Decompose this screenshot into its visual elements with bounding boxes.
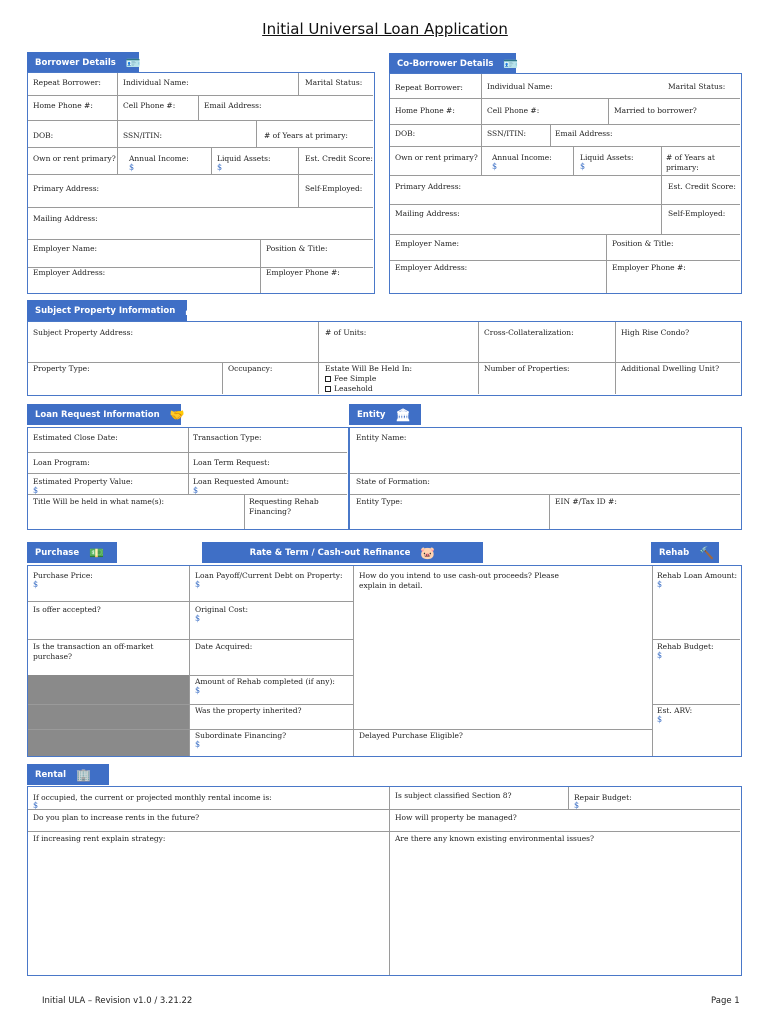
coborrower-cell-phone-label: Cell Phone #: bbox=[487, 106, 540, 115]
coborrower-email-label: Email Address: bbox=[555, 129, 613, 138]
page-title: Initial Universal Loan Application bbox=[262, 20, 508, 38]
entity-name-label: Entity Name: bbox=[356, 433, 407, 442]
piggy-bank-icon: 🐷 bbox=[420, 545, 436, 560]
borrower-name-label: Individual Name: bbox=[123, 78, 189, 87]
entity-type-label: Entity Type: bbox=[356, 497, 403, 506]
borrower-details-section: Repeat Borrower: Individual Name: Marital Status: Home Phone #: Cell Phone #: Email Address: DOB: SSN/ITIN: # of Years at primary: Own or rent primary? Annual Income: $ Liquid Assets: $ Est. Credit Score: Primary Address: Self-Employed: Mailing Address: Employer Name: Position & Title: Employer Address: Employer Phone #: bbox=[27, 72, 375, 294]
purchase-refi-rehab-section: Purchase Price: $ Is offer accepted? Is the transaction an off-market purchase? Loan Payoff/Current Debt on Property: $ Original Cost: $ Date Acquired: Amount of Rehab completed (if any): $ Was the property inherited? Subordinate Financing? $ How do you intend to use cash-out proceeds? Please explain in detail. Delayed Purchase Eligible? Rehab Loan Amount: $ Rehab Budget: $ Est. ARV: $ bbox=[27, 565, 742, 757]
coborrower-home-phone-label: Home Phone #: bbox=[395, 106, 455, 115]
borrower-income-label: Annual Income: bbox=[129, 154, 189, 163]
borrower-years-label: # of Years at primary: bbox=[264, 131, 348, 140]
subject-property-header: Subject Property Information ⌂ bbox=[27, 300, 187, 321]
property-managed-label: How will property be managed? bbox=[395, 813, 517, 822]
borrower-credit-label: Est. Credit Score: bbox=[305, 154, 373, 163]
close-date-label: Estimated Close Date: bbox=[33, 433, 118, 442]
property-estate-label: Estate Will Be Held In: bbox=[325, 364, 413, 373]
purchase-price-label: Purchase Price: bbox=[33, 571, 93, 580]
coborrower-details-header: Co-Borrower Details 🪪 bbox=[389, 53, 516, 74]
transaction-type-label: Transaction Type: bbox=[193, 433, 262, 442]
coborrower-repeat-label: Repeat Borrower: bbox=[395, 83, 463, 92]
borrower-cell-phone-label: Cell Phone #: bbox=[123, 101, 176, 110]
rental-income-label: If occupied, the current or projected monthly rental income is: bbox=[33, 793, 272, 802]
property-value-label: Estimated Property Value: bbox=[33, 477, 133, 486]
coborrower-marital-label: Marital Status: bbox=[668, 82, 726, 91]
coborrower-income-label: Annual Income: bbox=[492, 153, 552, 162]
borrower-self-employed-label: Self-Employed: bbox=[305, 184, 363, 193]
property-address-label: Subject Property Address: bbox=[33, 328, 134, 337]
original-cost-label: Original Cost: bbox=[195, 605, 249, 614]
bank-icon: 🏛 bbox=[395, 407, 411, 422]
rehab-financing-label: Requesting Rehab Financing? bbox=[249, 497, 319, 516]
coborrower-married-label: Married to borrower? bbox=[614, 106, 697, 115]
footer-page-number: Page 1 bbox=[711, 996, 740, 1006]
id-card-icon: 🪪 bbox=[503, 56, 519, 71]
inherited-label: Was the property inherited? bbox=[195, 706, 302, 715]
title-names-label: Title Will be held in what name(s): bbox=[33, 497, 165, 506]
rental-header: Rental 🏢 bbox=[27, 764, 109, 785]
coborrower-years-label: # of Years at primary: bbox=[666, 153, 715, 172]
est-arv-label: Est. ARV: bbox=[657, 706, 693, 715]
footer-revision: Initial ULA – Revision v1.0 / 3.21.22 bbox=[42, 996, 193, 1006]
increase-rents-label: Do you plan to increase rents in the future? bbox=[33, 813, 200, 822]
delayed-purchase-label: Delayed Purchase Eligible? bbox=[359, 731, 463, 740]
borrower-primary-address-label: Primary Address: bbox=[33, 184, 100, 193]
coborrower-position-label: Position & Title: bbox=[612, 239, 674, 248]
borrower-email-label: Email Address: bbox=[204, 101, 262, 110]
entity-header: Entity 🏛 bbox=[349, 404, 421, 425]
rehab-loan-amount-label: Rehab Loan Amount: bbox=[657, 571, 737, 580]
borrower-ssn-label: SSN/ITIN: bbox=[123, 131, 162, 140]
coborrower-name-label: Individual Name: bbox=[487, 82, 553, 91]
loan-payoff-label: Loan Payoff/Current Debt on Property: bbox=[195, 571, 343, 580]
rental-section: If occupied, the current or projected monthly rental income is: $ Is subject classified Section 8? Repair Budget: $ Do you plan to increase rents in the future? How will property be managed? If increasing rent explain strategy: Are there any known existing environmental issues? bbox=[27, 786, 742, 976]
coborrower-employer-name-label: Employer Name: bbox=[395, 239, 460, 248]
coborrower-self-employed-label: Self-Employed: bbox=[668, 209, 726, 218]
entity-state-label: State of Formation: bbox=[356, 477, 430, 486]
subject-property-section bbox=[27, 321, 742, 396]
cash-out-use-label: How do you intend to use cash-out proceeds? Please explain in detail. bbox=[359, 571, 559, 590]
leasehold-checkbox[interactable]: Leasehold bbox=[325, 384, 373, 394]
coborrower-employer-address-label: Employer Address: bbox=[395, 263, 468, 272]
offer-accepted-label: Is offer accepted? bbox=[33, 605, 101, 614]
coborrower-primary-address-label: Primary Address: bbox=[395, 182, 462, 191]
date-acquired-label: Date Acquired: bbox=[195, 642, 253, 651]
purchase-header: Purchase 💵 bbox=[27, 542, 117, 563]
id-card-icon: 🪪 bbox=[125, 55, 141, 70]
borrower-own-rent-label: Own or rent primary? bbox=[33, 154, 116, 163]
loan-program-label: Loan Program: bbox=[33, 458, 90, 467]
property-high-rise-label: High Rise Condo? bbox=[621, 328, 690, 337]
borrower-marital-label: Marital Status: bbox=[305, 78, 363, 87]
refinance-header: Rate & Term / Cash-out Refinance 🐷 bbox=[202, 542, 483, 563]
subordinate-financing-label: Subordinate Financing? bbox=[195, 731, 287, 740]
borrower-assets-label: Liquid Assets: bbox=[217, 154, 271, 163]
handshake-icon: 🤝 bbox=[169, 407, 185, 422]
borrower-details-header: Borrower Details 🪪 bbox=[27, 52, 139, 73]
coborrower-assets-label: Liquid Assets: bbox=[580, 153, 634, 162]
coborrower-dob-label: DOB: bbox=[395, 129, 416, 138]
section8-label: Is subject classified Section 8? bbox=[395, 791, 512, 800]
loan-amount-label: Loan Requested Amount: bbox=[193, 477, 290, 486]
entity-ein-label: EIN #/Tax ID #: bbox=[555, 497, 617, 506]
fee-simple-checkbox[interactable]: Fee Simple bbox=[325, 374, 376, 384]
borrower-employer-name-label: Employer Name: bbox=[33, 244, 98, 253]
money-icon: 💵 bbox=[89, 545, 105, 560]
property-occupancy-label: Occupancy: bbox=[228, 364, 273, 373]
borrower-position-label: Position & Title: bbox=[266, 244, 328, 253]
coborrower-credit-label: Est. Credit Score: bbox=[668, 182, 736, 191]
house-icon: ⌂ bbox=[185, 303, 194, 318]
coborrower-employer-phone-label: Employer Phone #: bbox=[612, 263, 686, 272]
building-icon: 🏢 bbox=[76, 767, 92, 782]
coborrower-details-section: Repeat Borrower: Individual Name: Marital Status: Home Phone #: Cell Phone #: Married to borrower? DOB: SSN/ITIN: Email Address: Own or rent primary? Annual Income: $ Liquid Assets: $ # of Years at primary: Primary Address: Est. Credit Score: Mailing Address: Self-Employed: Employer Name: Position & Title: Employer Address: Employer Phone #: bbox=[389, 73, 742, 294]
loan-request-header: Loan Request Information 🤝 bbox=[27, 404, 181, 425]
borrower-repeat-label: Repeat Borrower: bbox=[33, 78, 101, 87]
rehab-completed-label: Amount of Rehab completed (if any): bbox=[195, 677, 335, 686]
entity-section bbox=[349, 427, 742, 530]
loan-term-label: Loan Term Request: bbox=[193, 458, 270, 467]
property-cross-collateral-label: Cross-Collateralization: bbox=[484, 328, 574, 337]
coborrower-own-rent-label: Own or rent primary? bbox=[395, 153, 478, 162]
rent-strategy-label: If increasing rent explain strategy: bbox=[33, 834, 166, 843]
borrower-mailing-address-label: Mailing Address: bbox=[33, 214, 98, 223]
environmental-label: Are there any known existing environmental issues? bbox=[395, 834, 595, 843]
coborrower-mailing-address-label: Mailing Address: bbox=[395, 209, 460, 218]
coborrower-ssn-label: SSN/ITIN: bbox=[487, 129, 526, 138]
loan-request-section: Estimated Close Date: Transaction Type: Loan Program: Loan Term Request: Estimated Property Value: $ Loan Requested Amount: $ Title Will be held in what name(s): Requesting Rehab Financing? bbox=[27, 427, 349, 530]
repair-budget-label: Repair Budget: bbox=[574, 793, 632, 802]
borrower-employer-address-label: Employer Address: bbox=[33, 268, 106, 277]
off-market-label: Is the transaction an off-market purchase? bbox=[33, 642, 154, 661]
borrower-employer-phone-label: Employer Phone #: bbox=[266, 268, 340, 277]
rehab-budget-label: Rehab Budget: bbox=[657, 642, 714, 651]
property-adu-label: Additional Dwelling Unit? bbox=[621, 364, 720, 373]
rehab-header: Rehab 🔨 bbox=[651, 542, 719, 563]
hammer-icon: 🔨 bbox=[699, 545, 715, 560]
property-type-label: Property Type: bbox=[33, 364, 90, 373]
borrower-dob-label: DOB: bbox=[33, 131, 54, 140]
property-number-label: Number of Properties: bbox=[484, 364, 570, 373]
borrower-home-phone-label: Home Phone #: bbox=[33, 101, 93, 110]
property-units-label: # of Units: bbox=[325, 328, 367, 337]
